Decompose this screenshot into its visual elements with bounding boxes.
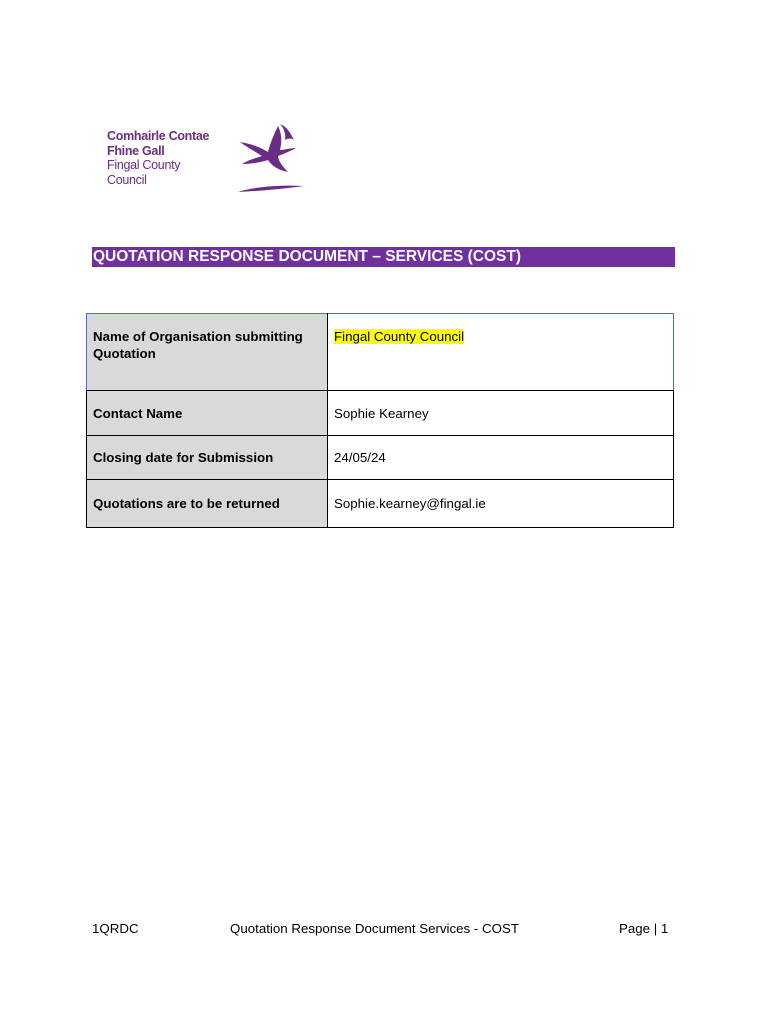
logo-line-3: Fingal County — [107, 158, 181, 172]
row-value — [328, 314, 674, 391]
row-value: Sophie Kearney — [328, 391, 674, 436]
organisation-name: Fingal County Council — [334, 329, 465, 344]
row-label: Contact Name — [87, 391, 328, 436]
table-row — [87, 391, 674, 436]
table-row — [87, 314, 674, 391]
logo-line-4: Council — [107, 172, 147, 187]
row-label: Quotations are to be returned — [87, 480, 328, 528]
logo-text — [107, 129, 209, 187]
row-value: 24/05/24 — [328, 436, 674, 480]
footer-code: 1QRDC — [92, 921, 139, 936]
row-value: Sophie.kearney@fingal.ie — [328, 480, 674, 528]
table-row — [87, 436, 674, 480]
document-title: QUOTATION RESPONSE DOCUMENT – SERVICES (COST) — [92, 247, 675, 267]
quotation-info-table — [86, 313, 674, 528]
logo-line-2: Fhine Gall — [107, 143, 165, 158]
footer-title: Quotation Response Document Services - COST — [230, 921, 519, 936]
logo-line-1: Comhairle Contae — [107, 129, 210, 143]
footer-page-number: Page | 1 — [619, 921, 669, 936]
table-row — [87, 480, 674, 528]
fingal-logo — [100, 118, 312, 198]
bird-logo-icon — [230, 120, 310, 196]
row-label: Name of Organisation submitting Quotation — [87, 314, 328, 391]
row-label: Closing date for Submission — [87, 436, 328, 480]
